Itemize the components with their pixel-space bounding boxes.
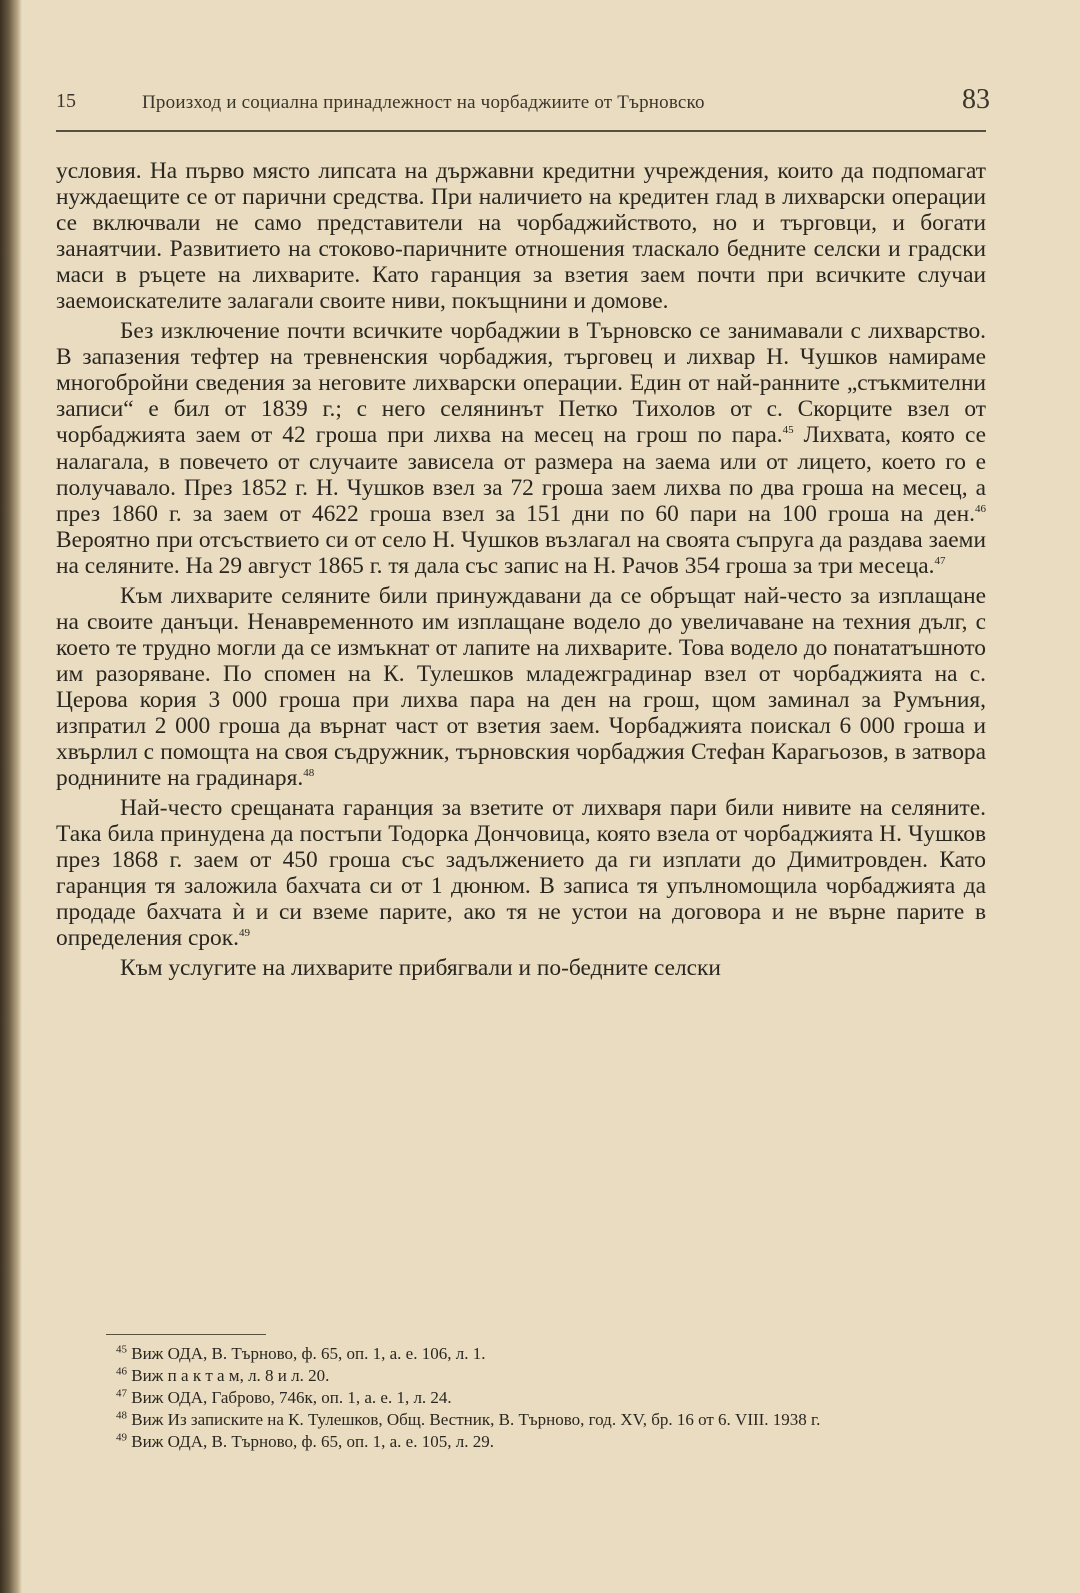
footnote-number: 46: [116, 1365, 127, 1378]
footnote-number: 45: [116, 1343, 127, 1356]
paragraph-text: Лихвата, която се налагала, в повечето от случаите зависела от размера на заема или от лицето, което го е получавало. През 1852 г. Н. Чушков взел за 72 гроша заем лихва по два гроша на месец, а през 1860 г. за заем от 4622 гроша взел за 151 дни по 60 пари на 100 гроша на ден.: [56, 422, 986, 527]
footnote: [56, 1365, 986, 1387]
running-title: Произход и социална принадлежност на чорбаджиите от Търновско: [142, 92, 705, 113]
paragraph: [56, 583, 986, 791]
paragraph: [56, 318, 986, 578]
footnote-text: Виж Из записките на К. Тулешков, Общ. Вестник, В. Търново, год. XV, бр. 16 от 6. VIII. 1938 г.: [131, 1410, 821, 1429]
footnote-text: Виж ОДА, В. Търново, ф. 65, оп. 1, а. е. 105, л. 29.: [131, 1432, 494, 1451]
footnote: [56, 1431, 986, 1453]
paragraph-text: Вероятно при отсъствието си от село Н. Чушков възлагал на своята съпруга да раздава заеми на селяните. На 29 август 1865 г. тя дала със запис на Н. Рачов 354 гроша за три месеца.: [56, 526, 986, 579]
paragraph-text: Най-често срещаната гаранция за взетите от лихваря пари били нивите на селяните. Така била принудена да постъпи Тодорка Дончовица, която взела от чорбаджията Н. Чушков през 1868 г. заем от 450 гроша със задължението да ги изплати до Димитровден. Като гаранция тя заложила бахчата си от 1 дюнюм. В записа тя упълномощила чорбаджията да продаде бахчата ѝ и си вземе парите, ако тя не устои на договора и не върне парите в определения срок.: [56, 795, 986, 952]
footnote-ref[interactable]: 46: [975, 502, 986, 515]
header-rule: [56, 130, 986, 132]
footnote-ref[interactable]: 45: [782, 424, 794, 437]
footnote-ref[interactable]: 49: [238, 927, 250, 940]
running-header: [56, 82, 996, 132]
book-page: [56, 82, 996, 1451]
paragraph: Към услугите на лихварите прибягвали и по-бедните селски: [120, 955, 721, 982]
main-text: [56, 158, 986, 981]
footnote-number: 49: [116, 1431, 127, 1444]
footnote: [56, 1343, 986, 1365]
book-spine-shadow: [0, 0, 22, 1593]
footnote-text: Виж ОДА, Габрово, 746к, оп. 1, а. е. 1, л. 24.: [131, 1388, 452, 1407]
footnote-number: 48: [116, 1409, 127, 1422]
footnotes: [56, 1334, 986, 1453]
paragraph-text: Без изключение почти всичките чорбаджии в Търновско се занимавали с лихварство. В запазения тефтер на тревненския чорбаджия, търговец и лихвар Н. Чушков намираме многобройни сведения за неговите лихварски операции. Един от най-ранните „стъкмителни записи“ е бил от 1839 г.; с него селянинът Петко Тихолов от с. Скорците взел от чорбаджията заем от 42 гроша при лихва на месец на грош по пара.: [56, 318, 986, 449]
paragraph-text: Към лихварите селяните били принуждавани да се обръщат най-често за изплащане на своите данъци. Ненавременното им изплащане водело до увеличаване на техния дълг, с което те трудно могли да се измъкнат от лапите на лихварите. Това водело до понататъшното им разоряване. По спомен на К. Тулешков младежградинар взел от чорбаджията на с. Церова кория 3 000 гроша при лихва пара на ден на грош, щом заминал за Румъния, изпратил 2 000 гроша да върнат част от взетия заем. Чорбаджията поискал 6 000 гроша и хвърлил с помощта на своя съдружник, търновския чорбаджия Стефан Карагьозов, в затвора роднините на градинаря.: [56, 582, 986, 792]
footnote: [56, 1387, 986, 1409]
paragraph: условия. На първо място липсата на държавни кредитни учреждения, които да подпомагат нуждаещите се от парични средства. При наличието на кредитен глад в лихварски операции се включвали не само представители на чорбаджийството, но и търговци, и богати занаятчии. Развитието на стоково-паричните отношения тласкало бедните селски и градски маси в ръцете на лихварите. Като гаранция за взетия заем почти при всичките случаи заемоискателите залагали своите ниви, покъщнини и домове.: [56, 158, 986, 315]
footnote-rule: [106, 1334, 266, 1335]
footnote-ref[interactable]: 48: [303, 767, 315, 780]
footnote: [56, 1409, 986, 1431]
footnote-text: Виж ОДА, В. Търново, ф. 65, оп. 1, а. е. 106, л. 1.: [131, 1344, 486, 1363]
footnote-number: 47: [116, 1387, 127, 1400]
paragraph: [56, 795, 986, 951]
footnote-ref[interactable]: 47: [934, 554, 946, 567]
signature-mark: 15: [56, 90, 76, 112]
footnote-text: Виж п а к т а м, л. 8 и л. 20.: [131, 1366, 330, 1385]
page-number: 83: [962, 84, 990, 115]
